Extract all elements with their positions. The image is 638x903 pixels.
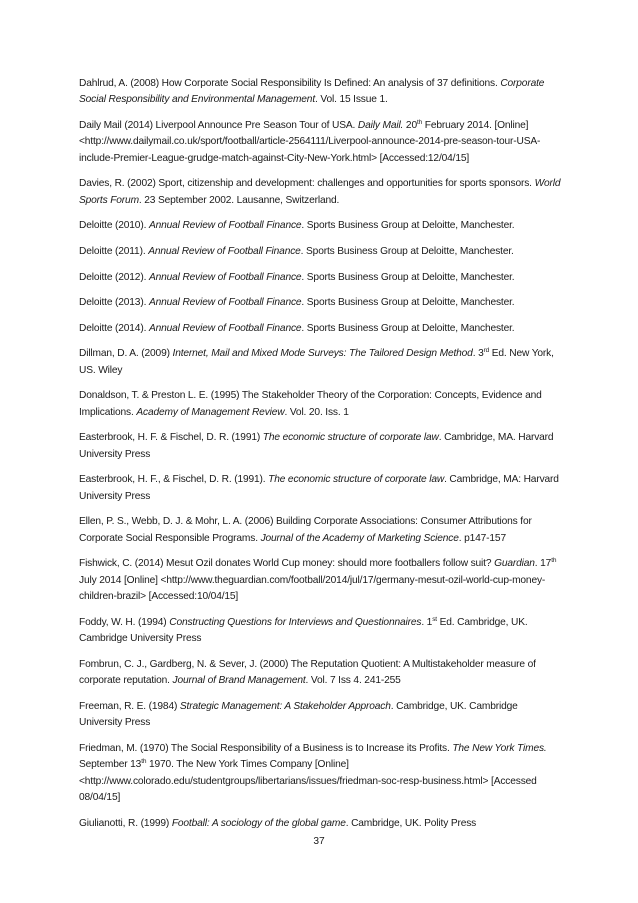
reference-text: . Sports Business Group at Deloitte, Manchester. [301,271,515,283]
reference-text: Deloitte (2011). [79,246,149,257]
reference-entry [79,657,561,690]
italic-title: Internet, Mail and Mixed Mode Surveys: The Tailored Design Method [172,348,473,360]
reference-text: Easterbrook, H. F., & Fischel, D. R. (1991). [79,474,269,486]
reference-text: . Vol. 15 Issue 1. [315,94,388,106]
italic-title: Annual Review of Football Finance [148,220,302,232]
reference-entry [79,346,561,379]
italic-title: Annual Review of Football Finance [148,297,302,309]
reference-text: Ed. Cambridge, UK. Cambridge University Press [79,616,528,645]
reference-entry [79,270,561,286]
reference-text: . Cambridge, UK. Cambridge University Press [79,700,518,729]
reference-text: Easterbrook, H. F. & Fischel, D. R. (1991) [79,432,263,444]
reference-text: Friedman, M. (1970) The Social Responsibility of a Business is to Increase its Profits. [79,742,453,754]
italic-title: Annual Review of Football Finance [148,271,302,283]
reference-entry [79,615,561,648]
reference-text: Foddy, W. H. (1994) [79,616,170,628]
reference-text: . Cambridge, UK. Polity Press [345,817,477,829]
reference-entry [79,244,561,260]
reference-text: . Sports Business Group at Deloitte, Manchester. [301,297,515,309]
reference-text: . Cambridge, MA: Harvard University Press [79,474,559,502]
italic-title: Daily Mail. [357,120,404,131]
reference-text: Ellen, P. S., Webb, D. J. & Mohr, L. A. (2006) Building Corporate Associations: Consumer Attributions for Corporate Social Responsible Programs. [79,516,532,544]
italic-title: World Sports Forum [79,178,561,206]
reference-text: February 2014. [Online] <http://www.dailymail.co.uk/sport/football/article-2564111/Liverpool-announce-2014-pre-season-tour-USA-include-Premier-League-grudge-match-against-City-New-York.html> [Accessed:12/04/15] [79,120,541,164]
reference-entry [79,295,561,311]
italic-title: The economic structure of corporate law [262,432,439,444]
reference-text: Deloitte (2014). [79,322,149,334]
reference-entry [79,430,561,463]
reference-text: Deloitte (2010). [79,220,149,232]
reference-text: July 2014 [Online] <http://www.theguardian.com/football/2014/jul/17/germany-mesut-ozil-world-cup-money-children-brazil> [Accessed:10/04/15] [79,574,546,603]
reference-text: . 3 [472,348,484,360]
italic-title: Journal of Brand Management [172,675,306,687]
italic-title: Strategic Management: A Stakeholder Approach [179,700,391,712]
reference-entry [79,76,561,109]
reference-entry [79,741,561,807]
reference-text: Dahlrud, A. (2008) How Corporate Social Responsibility Is Defined: An analysis of 37 definitions. [79,78,501,89]
reference-entry [79,514,561,547]
reference-text: Daily Mail (2014) Liverpool Announce Pre Season Tour of USA. [79,120,358,131]
italic-title: Guardian [494,558,535,570]
reference-text: . Vol. 20. Iss. 1 [284,406,349,418]
reference-entry [79,472,561,505]
reference-text: Freeman, R. E. (1984) [79,700,180,712]
reference-text: Giulianotti, R. (1999) [79,817,172,829]
reference-entry [79,118,561,167]
reference-entry [79,218,561,234]
reference-text: September 13 [79,759,142,771]
italic-title: The economic structure of corporate law [268,474,445,486]
reference-text: Deloitte (2013). [79,297,149,309]
italic-title: Annual Review of Football Finance [148,246,301,257]
italic-title: Constructing Questions for Interviews and Questionnaires [169,616,422,628]
reference-text: Donaldson, T. & Preston L. E. (1995) The Stakeholder Theory of the Corporation: Concepts, Evidence and Implications. [79,390,542,418]
reference-text: . p147-157 [458,532,506,544]
italic-title: Corporate Social Responsibility and Environmental Management [79,78,545,106]
reference-text: . Sports Business Group at Deloitte, Manchester. [301,322,515,334]
page-number: 37 [313,836,325,847]
reference-text: . 17 [534,558,552,570]
reference-text: . Cambridge, MA. Harvard University Press [79,432,554,460]
reference-text: Davies, R. (2002) Sport, citizenship and development: challenges and opportunities for sports sponsors. [79,178,535,190]
reference-text: Fombrun, C. J., Gardberg, N. & Sever, J. (2000) The Reputation Quotient: A Multistakeholder measure of corporate reputation. [79,658,536,687]
reference-text: . Sports Business Group at Deloitte, Manchester. [300,246,514,257]
superscript-ordinal: th [551,557,557,565]
reference-text: 20 [403,120,417,131]
reference-text: . 23 September 2002. Lausanne, Switzerland. [138,194,340,206]
superscript-ordinal: st [432,615,437,623]
reference-text: . Vol. 7 Iss 4. 241-255 [305,675,401,687]
reference-text: 1970. The New York Times Company [Online] <http://www.colorado.edu/studentgroups/libertarians/issues/friedman-soc-resp-business.html> [Accessed 08/04/15] [79,759,537,803]
reference-text: Dillman, D. A. (2009) [79,348,173,360]
italic-title: Annual Review of Football Finance [148,322,302,334]
reference-entry [79,176,561,209]
reference-entry [79,388,561,421]
italic-title: The New York Times. [452,742,547,754]
italic-title: Football: A sociology of the global game [171,817,346,829]
superscript-ordinal: rd [483,347,490,355]
reference-text: . Sports Business Group at Deloitte, Manchester. [301,220,515,232]
reference-text: . 1 [421,616,433,628]
reference-entry [79,556,561,605]
reference-entry [79,321,561,337]
reference-list [79,76,561,841]
italic-title: Academy of Management Review [136,406,285,418]
italic-title: Journal of the Academy of Marketing Science [260,532,459,544]
superscript-ordinal: th [416,119,423,126]
reference-text: Deloitte (2012). [79,271,149,283]
reference-entry [79,816,561,832]
reference-text: Ed. New York, US. Wiley [79,348,554,376]
reference-text: Fishwick, C. (2014) Mesut Ozil donates World Cup money: should more footballers follow suit? [79,558,495,570]
superscript-ordinal: th [141,758,147,766]
reference-entry [79,699,561,732]
